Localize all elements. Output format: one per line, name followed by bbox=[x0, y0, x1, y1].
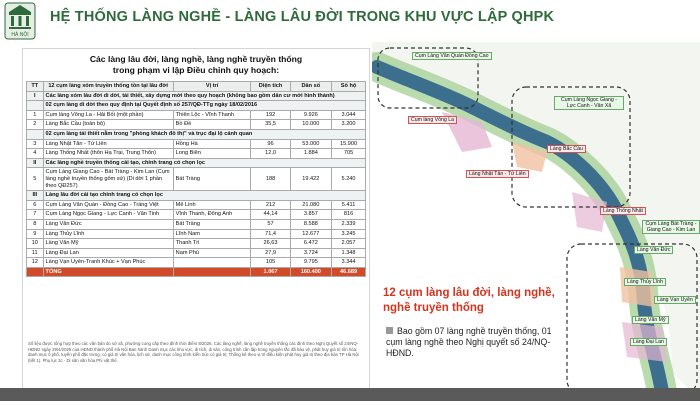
table-cell: 1.884 bbox=[290, 149, 331, 159]
column-header: Vị trí bbox=[173, 82, 251, 92]
table-cell: 9 bbox=[27, 229, 44, 239]
table-cell: 188 bbox=[251, 168, 290, 191]
table-cell bbox=[27, 101, 44, 111]
table-cell: 12.677 bbox=[290, 229, 331, 239]
table-cell: 1.067 bbox=[251, 267, 290, 277]
page-title: HỆ THỐNG LÀNG NGHỀ - LÀNG LÂU ĐỜI TRONG KHU VỰC LẬP QHPK bbox=[50, 9, 555, 25]
map-label: Làng Văn Đức bbox=[634, 246, 673, 254]
table-cell: 1 bbox=[27, 110, 44, 120]
table-header-row bbox=[27, 82, 366, 92]
table-cell: Cụm làng Vông La - Hải Bối (một phần) bbox=[43, 110, 173, 120]
table-cell: Mê Linh bbox=[173, 200, 251, 210]
table-row bbox=[27, 110, 366, 120]
table-row bbox=[27, 168, 366, 191]
table-cell: 12,0 bbox=[251, 149, 290, 159]
map-label: Cụm Làng Văn Quán Đồng Cao bbox=[412, 52, 492, 60]
bottom-banner bbox=[0, 388, 700, 401]
bullet-square-icon bbox=[386, 327, 393, 334]
table-cell: Làng Thủy Lĩnh bbox=[43, 229, 173, 239]
table-row bbox=[27, 200, 366, 210]
table-cell: Làng Vạn Uyên-Tranh Khúc + Vạn Phúc bbox=[43, 258, 173, 268]
table-cell: 212 bbox=[251, 200, 290, 210]
bullet-text: Bao gồm 07 làng nghề truyền thống, 01 cụm làng nghề theo Nghị quyết số 24/NQ-HĐND. bbox=[386, 326, 552, 358]
map-label: Làng Đại Lan bbox=[630, 338, 667, 346]
table-cell: 105 bbox=[251, 258, 290, 268]
table-cell: Hồng Hà bbox=[173, 139, 251, 149]
table-row bbox=[27, 91, 366, 101]
table-cell: Làng Văn Mỹ bbox=[43, 239, 173, 249]
footnote: Số liệu được tổng hợp theo các văn bản do sở xã, phường cung cấp theo đính thời điểm 8/2026. Các làng nghề, làng nghề truyền thống các định theo Nghị Quyết số 24/NQ-HĐND ngày 29/4/2025 của HĐND thành phố Hà Nội Ban hành Danh mục các khu vực, di tích, di sản, công trình cần lập trong nguyên tắc đã bảo vệ, phát huy giá trị tôn hóa; danh mục ô phố, tuyến phố đặc trưng, có giá trị văn hóa, lịch sử, danh mục công trình kiến trúc có giá trị; Thống kê theo vị trí điều kiện phát huy giá trị theo địa bàn TP Hà Nội (tiết 1). Phụ lục 2c - Di sản văn hóa Phi vật thể. bbox=[28, 341, 359, 363]
table-cell: Làng Nhật Tân - Tứ Liên bbox=[43, 139, 173, 149]
map-label: Làng Thống Nhất bbox=[600, 207, 646, 215]
bullet-note bbox=[386, 326, 566, 359]
column-header: Dân số bbox=[290, 82, 331, 92]
table-cell: Làng lâu đời cải tạo chỉnh trang có chọn lọc bbox=[43, 191, 365, 201]
table-cell: 2.057 bbox=[332, 239, 366, 249]
table-cell: 15.900 bbox=[332, 139, 366, 149]
table-cell: Thanh Trì bbox=[173, 239, 251, 249]
map-label: Làng Vạn Uyên bbox=[654, 296, 696, 304]
table-cell: Cụm Làng Ngọc Giang - Lực Canh - Văn Tinh bbox=[43, 210, 173, 220]
map-label: Làng Bắc Cầu bbox=[547, 145, 586, 153]
table-cell: 3 bbox=[27, 139, 44, 149]
table-cell bbox=[27, 267, 44, 277]
table-cell: Cụm Làng Văn Quán - Đồng Cao - Tráng Việt bbox=[43, 200, 173, 210]
table-cell: 10 bbox=[27, 239, 44, 249]
table-row bbox=[27, 158, 366, 168]
table-cell: 1.348 bbox=[332, 248, 366, 258]
map-label: Cụm làng Vông La bbox=[408, 116, 457, 124]
table-cell: 9.926 bbox=[290, 110, 331, 120]
table-cell: 5.240 bbox=[332, 168, 366, 191]
table-cell: 46.689 bbox=[332, 267, 366, 277]
table-cell: 02 cụm làng di dời theo quy định tại Quyết định số 257/QĐ-TTg ngày 18/02/2016 bbox=[43, 101, 365, 111]
table-cell: TỔNG bbox=[43, 267, 173, 277]
table-cell: Làng Đại Lan bbox=[43, 248, 173, 258]
column-header: Diện tích bbox=[251, 82, 290, 92]
table-cell: II bbox=[27, 158, 44, 168]
table-cell: Làng Bắc Cầu (toàn bộ) bbox=[43, 120, 173, 130]
table-cell: 3.245 bbox=[332, 229, 366, 239]
table-cell: 8.588 bbox=[290, 219, 331, 229]
table-cell: 11 bbox=[27, 248, 44, 258]
table-cell: Bát Tràng bbox=[173, 168, 251, 191]
column-header: 12 cụm làng xóm truyền thống tồn tại lâu đời bbox=[43, 82, 173, 92]
table-cell: 19.422 bbox=[290, 168, 331, 191]
table-cell: 96 bbox=[251, 139, 290, 149]
table-cell: 5.411 bbox=[332, 200, 366, 210]
table-cell: 5 bbox=[27, 168, 44, 191]
table-cell bbox=[27, 129, 44, 139]
table-cell: 10.000 bbox=[290, 120, 331, 130]
table-panel bbox=[22, 48, 370, 400]
table-cell: Các làng xóm lâu đời di dời, tái thiết, xây dựng mới theo quy hoạch (không bao gồm dân cư mới hình thành) bbox=[43, 91, 365, 101]
map-label: Làng Nhật Tân - Tứ Liên bbox=[466, 170, 529, 178]
table-cell: Lĩnh Nam bbox=[173, 229, 251, 239]
table-row bbox=[27, 258, 366, 268]
table-row bbox=[27, 229, 366, 239]
table-row bbox=[27, 267, 366, 277]
map-label: Cụm Làng Ngọc Giang - Lực Canh - Vân Xã bbox=[554, 96, 624, 110]
table-cell: 3.344 bbox=[332, 258, 366, 268]
table-cell: 35,5 bbox=[251, 120, 290, 130]
table-row bbox=[27, 239, 366, 249]
column-header: Số hộ bbox=[332, 82, 366, 92]
table-row bbox=[27, 120, 366, 130]
table-row bbox=[27, 191, 366, 201]
table-row bbox=[27, 139, 366, 149]
table-row bbox=[27, 248, 366, 258]
table-cell: 705 bbox=[332, 149, 366, 159]
table-cell: I bbox=[27, 91, 44, 101]
column-header: TT bbox=[27, 82, 44, 92]
table-cell: 02 cụm làng tái thiết nằm trong "phòng khách đô thị" và trục đại lộ cảnh quan bbox=[43, 129, 365, 139]
table-cell: 57 bbox=[251, 219, 290, 229]
table-cell: 4 bbox=[27, 149, 44, 159]
table-cell: 26,63 bbox=[251, 239, 290, 249]
table-cell: 53.000 bbox=[290, 139, 331, 149]
table-row bbox=[27, 101, 366, 111]
table-row bbox=[27, 210, 366, 220]
table-cell bbox=[173, 267, 251, 277]
map-label: Làng Văn Mỹ bbox=[632, 316, 669, 324]
table-cell: Nam Phù bbox=[173, 248, 251, 258]
table-cell: 2 bbox=[27, 120, 44, 130]
table-cell: Cụm Làng Giang Cao - Bát Tràng - Kim Lan (Cụm làng nghề truyền thống gốm sứ) (Di dời 1 phần theo QĐ257) bbox=[43, 168, 173, 191]
table-cell: 27,9 bbox=[251, 248, 290, 258]
table-cell: 71,4 bbox=[251, 229, 290, 239]
table-cell: 3.044 bbox=[332, 110, 366, 120]
table-cell: Bát Tràng bbox=[173, 219, 251, 229]
table-cell bbox=[173, 258, 251, 268]
logo-text: HÀ NỘI bbox=[11, 32, 29, 38]
table-row bbox=[27, 149, 366, 159]
table-cell: Các làng nghề truyền thống cải tạo, chỉnh trang có chọn lọc bbox=[43, 158, 365, 168]
table-cell: Vĩnh Thanh, Đông Anh bbox=[173, 210, 251, 220]
table-row bbox=[27, 129, 366, 139]
table-cell: 6 bbox=[27, 200, 44, 210]
table-cell: 3.200 bbox=[332, 120, 366, 130]
table-cell: Làng Văn Đức bbox=[43, 219, 173, 229]
table-title: Các làng lâu đời, làng nghề, làng nghề truyền thống trong phạm vi lập Điều chỉnh quy hoạch: bbox=[89, 54, 303, 75]
table-cell: 192 bbox=[251, 110, 290, 120]
map-label: Làng Thủy Lĩnh bbox=[624, 278, 666, 286]
map-label: Cụm Làng Bát Tràng - Giang Cao - Kim Lan bbox=[642, 220, 700, 234]
hanoi-emblem-icon bbox=[3, 2, 37, 40]
village-table bbox=[26, 81, 366, 277]
table-cell: Long Biên bbox=[173, 149, 251, 159]
table-cell: Thiên Lộc - Vĩnh Thanh bbox=[173, 110, 251, 120]
table-cell: 21.080 bbox=[290, 200, 331, 210]
table-row bbox=[27, 219, 366, 229]
table-cell: 9.795 bbox=[290, 258, 331, 268]
table-cell: Làng Thống Nhất (thôn Hạ Trại, Trung Thôn) bbox=[43, 149, 173, 159]
callout-text: 12 cụm làng lâu đời, làng nghề, nghề truyền thống bbox=[383, 287, 555, 314]
table-cell: 3.724 bbox=[290, 248, 331, 258]
table-cell: III bbox=[27, 191, 44, 201]
table-cell: 160.400 bbox=[290, 267, 331, 277]
table-cell: Bồ Đề bbox=[173, 120, 251, 130]
header-bar bbox=[0, 0, 700, 40]
table-cell: 6.472 bbox=[290, 239, 331, 249]
table-cell: 8 bbox=[27, 219, 44, 229]
table-cell: 2.339 bbox=[332, 219, 366, 229]
table-cell: 12 bbox=[27, 258, 44, 268]
table-cell: 44,14 bbox=[251, 210, 290, 220]
table-cell: 7 bbox=[27, 210, 44, 220]
table-cell: 3.857 bbox=[290, 210, 331, 220]
table-cell: 816 bbox=[332, 210, 366, 220]
